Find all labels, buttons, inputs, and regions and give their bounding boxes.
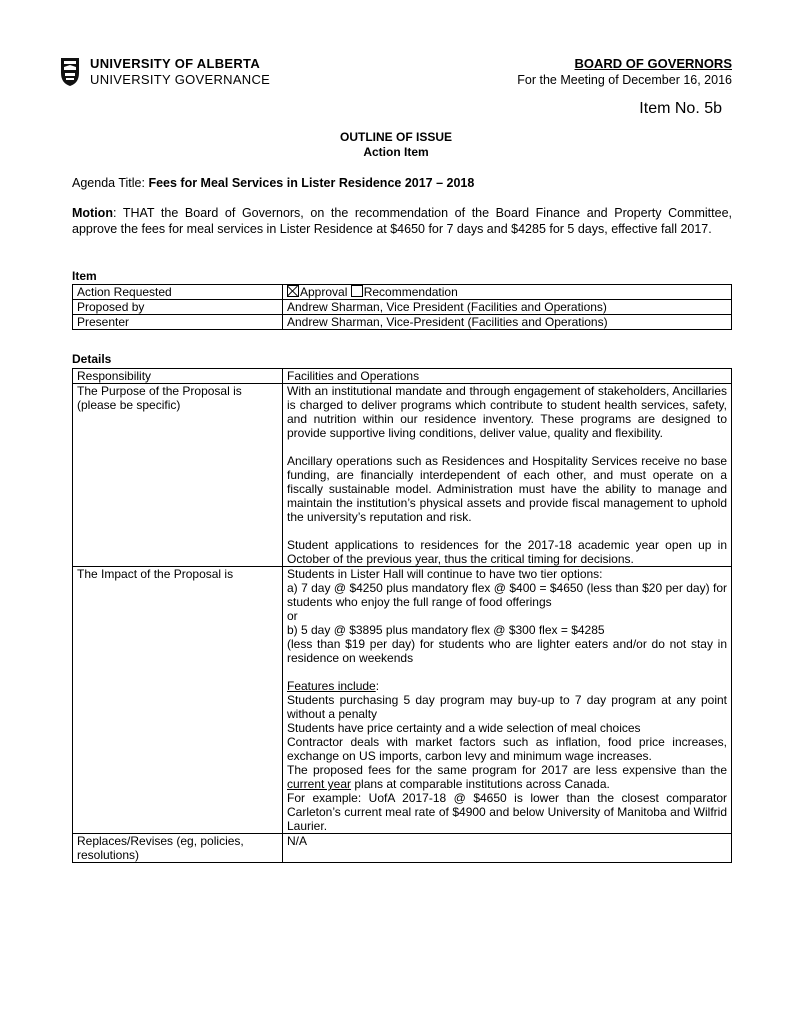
item-number: Item No. 5b <box>639 100 722 117</box>
outline-subtitle: Action Item <box>363 145 429 159</box>
table-row <box>73 369 732 384</box>
impact-option-b-line2: (less than $19 per day) for students who are lighter eaters and/or do not stay in residence on weekends <box>287 637 727 665</box>
agenda-title-text: Fees for Meal Services in Lister Residence 2017 – 2018 <box>148 176 475 190</box>
responsibility-label: Responsibility <box>73 369 283 384</box>
table-row <box>73 567 732 834</box>
table-row <box>73 300 732 315</box>
proposed-by-label: Proposed by <box>73 300 283 315</box>
table-row <box>73 285 732 300</box>
item-table <box>72 284 732 330</box>
presenter-value: Andrew Sharman, Vice-President (Facilities and Operations) <box>283 315 732 330</box>
impact-value <box>283 567 732 834</box>
university-governance: UNIVERSITY GOVERNANCE <box>90 72 271 87</box>
details-section-heading: Details <box>72 352 112 366</box>
details-table <box>72 368 732 863</box>
agenda-label: Agenda Title: <box>72 176 149 190</box>
impact-or: or <box>287 609 298 623</box>
impact-option-b-line1: b) 5 day @ $3895 plus mandatory flex @ $300 flex = $4285 <box>287 623 605 637</box>
approval-checkbox[interactable] <box>287 285 299 297</box>
feature-1: Students purchasing 5 day program may buy-up to 7 day program at any point without a penalty <box>287 693 727 721</box>
recommendation-label: Recommendation <box>363 285 458 299</box>
purpose-label: The Purpose of the Proposal is (please be specific) <box>73 384 283 567</box>
features-heading <box>287 679 727 693</box>
university-logo-block <box>60 56 270 88</box>
meeting-date: For the Meeting of December 16, 2016 <box>517 73 732 87</box>
action-requested-value <box>283 285 732 300</box>
university-name: UNIVERSITY OF ALBERTA <box>90 56 261 71</box>
feature-3: Contractor deals with market factors such as inflation, food price increases, exchange on US imports, carbon levy and minimum wage increases. <box>287 735 727 763</box>
feature-4-part-b: plans at comparable institutions across Canada. <box>351 777 610 791</box>
motion-label: Motion <box>72 206 113 220</box>
impact-option-a: a) 7 day @ $4250 plus mandatory flex @ $400 = $4650 (less than $20 per day) for students who enjoy the full range of food offerings <box>287 581 727 609</box>
item-section-heading: Item <box>72 269 97 283</box>
table-row <box>73 834 732 863</box>
proposed-by-value: Andrew Sharman, Vice President (Facilities and Operations) <box>283 300 732 315</box>
motion-text: : THAT the Board of Governors, on the recommendation of the Board Finance and Property Committee, approve the fees for meal services in Lister Residence at $4650 for 7 days and $4285 for 5 days, effective fall 2017. <box>72 206 732 236</box>
purpose-paragraph-1: With an institutional mandate and through engagement of stakeholders, Ancillaries is charged to deliver programs which contribute to student health services, safety, and nutrition within our residence inventory. These programs are designed to provide supportive living conditions, deliver value, quality and flexibility. <box>287 384 727 440</box>
feature-5: For example: UofA 2017-18 @ $4650 is lower than the closest comparator Carleton’s current meal rate of $4900 and below University of Manitoba and Wilfrid Laurier. <box>287 791 727 833</box>
impact-intro: Students in Lister Hall will continue to have two tier options: <box>287 567 603 581</box>
feature-4 <box>287 763 727 791</box>
motion-paragraph <box>72 206 732 237</box>
replaces-value: N/A <box>283 834 732 863</box>
purpose-value <box>283 384 732 567</box>
replaces-label: Replaces/Revises (eg, policies, resolutions) <box>73 834 283 863</box>
features-heading-text: Features include <box>287 679 376 693</box>
university-crest-icon <box>60 57 80 87</box>
purpose-paragraph-2: Ancillary operations such as Residences and Hospitality Services receive no base funding, are financially interdependent of each other, and must operate on a fiscally sustainable model. Administration must have the ability to manage and maintain the institution’s physical assets and provide fiscal management to uphold the university’s reputation and risk. <box>287 454 727 524</box>
presenter-label: Presenter <box>73 315 283 330</box>
features-colon: : <box>375 679 380 693</box>
feature-2: Students have price certainty and a wide selection of meal choices <box>287 721 641 735</box>
approval-label: Approval <box>300 285 348 299</box>
outline-heading <box>0 130 792 160</box>
agenda-title <box>72 176 474 190</box>
responsibility-value: Facilities and Operations <box>283 369 732 384</box>
board-title: BOARD OF GOVERNORS <box>574 56 732 71</box>
table-row <box>73 384 732 567</box>
feature-4-part-a: The proposed fees for the same program for 2017 are less expensive than the <box>287 763 727 777</box>
impact-label: The Impact of the Proposal is <box>73 567 283 834</box>
purpose-paragraph-3: Student applications to residences for the 2017-18 academic year open up in October of the previous year, thus the critical timing for decisions. <box>287 538 727 566</box>
board-header <box>517 56 732 88</box>
outline-title: OUTLINE OF ISSUE <box>339 130 452 144</box>
table-row <box>73 315 732 330</box>
recommendation-checkbox[interactable] <box>351 285 363 297</box>
feature-4-underlined: current year <box>287 777 352 791</box>
action-requested-label: Action Requested <box>73 285 283 300</box>
